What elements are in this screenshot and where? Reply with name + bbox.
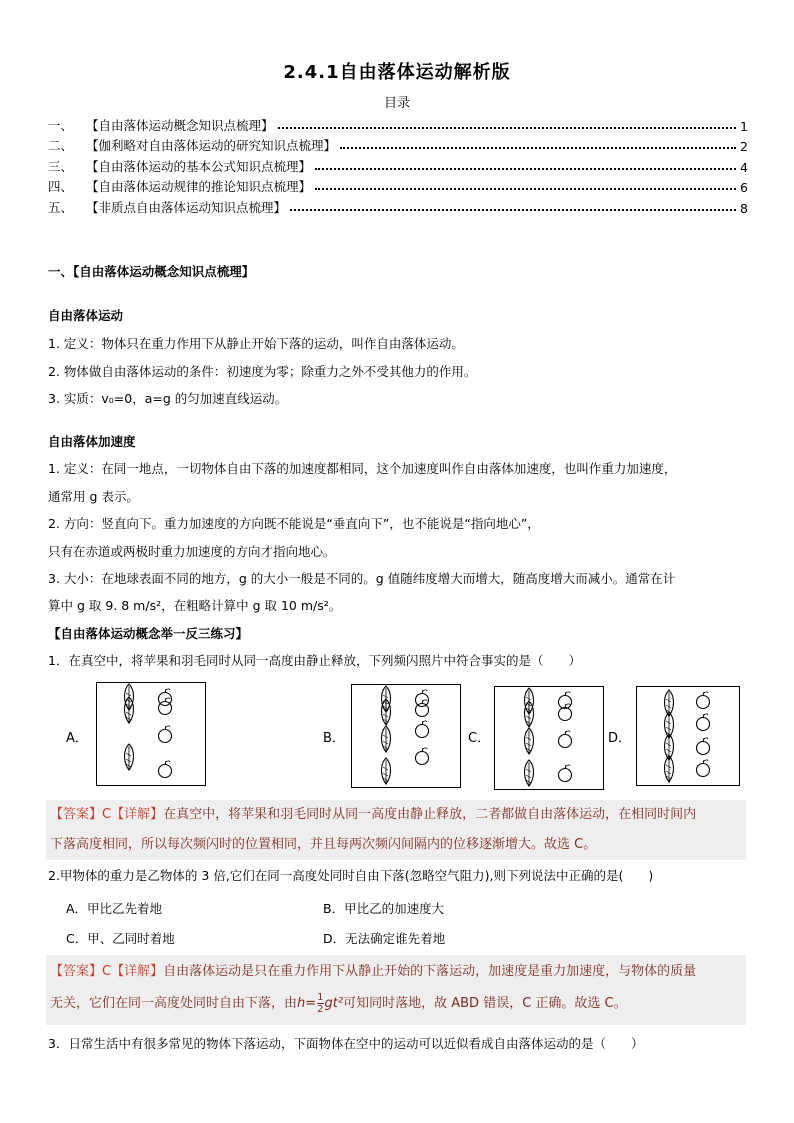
formula	[297, 992, 344, 1015]
toc-leader-dots	[315, 168, 736, 170]
strobe-photo-b[interactable]	[351, 684, 461, 788]
toc-entry[interactable]	[48, 113, 748, 134]
strobe-image-d	[637, 687, 739, 785]
strobe-photo-d[interactable]	[636, 686, 740, 786]
text-line: 3. 实质：v₀=0，a=g 的匀加速直线运动。	[48, 391, 288, 406]
answer-text: 在真空中，将苹果和羽毛同时从同一高度由静止释放，二者都做自由落体运动，在相同时间内	[163, 807, 697, 822]
answer-box	[46, 800, 746, 860]
table-of-contents	[48, 113, 748, 216]
practice-heading: 【自由落体运动概念举一反三练习】	[48, 626, 249, 641]
strobe-image-b	[352, 685, 460, 787]
fraction-numerator: 1	[317, 992, 324, 1003]
toc-entry-page: 1	[740, 118, 748, 134]
answer-text: 下落高度相同，所以每次频闪时的位置相同，并且每两次频闪间隔内的位移逐渐增大。故选 C。	[50, 837, 597, 852]
formula-equals: =	[305, 996, 317, 1011]
subsection-heading: 自由落体加速度	[48, 434, 136, 449]
toc-entry-number: 三、	[48, 158, 74, 174]
toc-leader-dots	[315, 188, 736, 190]
option-d[interactable]: D．无法确定谁先着地	[323, 931, 446, 946]
toc-heading: 目录	[383, 96, 410, 111]
toc-leader-dots	[278, 127, 737, 129]
toc-entry[interactable]	[48, 154, 748, 175]
option-label-a[interactable]: A．	[66, 731, 88, 746]
section-heading: 一、【自由落体运动概念知识点梳理】	[48, 264, 255, 279]
question-stem: 1．在真空中，将苹果和羽毛同时从同一高度由静止释放，下列频闪照片中符合事实的是（ ）	[48, 653, 581, 668]
formula-symbol: h	[297, 996, 306, 1011]
strobe-photo-c[interactable]	[494, 686, 604, 790]
text-line: 1. 定义：物体只在重力作用下从静止开始下落的运动，叫作自由落体运动。	[48, 336, 464, 351]
option-b[interactable]: B．甲比乙的加速度大	[323, 901, 445, 916]
question-stem: 3．日常生活中有很多常见的物体下落运动，下面物体在空中的运动可以近似看成自由落体运动的是（ ）	[48, 1036, 644, 1051]
strobe-image-a	[97, 683, 205, 785]
text-line: 通常用 g 表示。	[48, 489, 139, 504]
question-stem: 2.甲物体的重力是乙物体的 3 倍,它们在同一高度处同时自由下落(忽略空气阻力),则下列说法中正确的是( )	[48, 868, 654, 883]
toc-entry[interactable]	[48, 195, 748, 216]
option-a[interactable]: A．甲比乙先着地	[66, 901, 163, 916]
document-title: 2.4.1自由落体运动解析版	[283, 62, 511, 83]
answer-text: 自由落体运动是只在重力作用下从静止开始的下落运动，加速度是重力加速度，与物体的质量	[163, 964, 697, 979]
option-label-c[interactable]: C．	[468, 731, 491, 746]
text-line: 算中 g 取 9. 8 m/s²，在粗略计算中 g 取 10 m/s²。	[48, 598, 342, 613]
option-label-b[interactable]: B．	[323, 731, 345, 746]
toc-entry-label: 【自由落体运动规律的推论知识点梳理】	[86, 179, 312, 194]
toc-entry-label: 【非质点自由落体运动知识点梳理】	[86, 199, 287, 215]
text-line: 1. 定义：在同一地点，一切物体自由下落的加速度都相同，这个加速度叫作自由落体加速度，也叫作重力加速度，	[48, 461, 677, 476]
toc-entry-number: 二、	[48, 138, 74, 153]
toc-entry-number: 一、	[48, 117, 74, 133]
text-line: 只有在赤道或两极时重力加速度的方向才指向地心。	[48, 544, 336, 559]
answer-box	[46, 955, 746, 1025]
strobe-image-c	[495, 687, 603, 789]
toc-entry-page: 2	[740, 139, 748, 154]
formula-term: gt²	[324, 996, 344, 1011]
fraction	[317, 992, 323, 1015]
option-label-d[interactable]: D．	[608, 731, 632, 746]
answer-tag: 【答案】C【详解】	[50, 807, 164, 822]
toc-entry-label: 【自由落体运动的基本公式知识点梳理】	[86, 158, 312, 174]
toc-entry[interactable]	[48, 134, 748, 155]
toc-entry-label: 【伽利略对自由落体运动的研究知识点梳理】	[86, 138, 337, 153]
text-line: 2. 方向：竖直向下。重力加速度的方向既不能说是“垂直向下”，也不能说是“指向地心”，	[48, 516, 540, 531]
text-line: 2. 物体做自由落体运动的条件：初速度为零；除重力之外不受其他力的作用。	[48, 364, 477, 379]
toc-entry-label: 【自由落体运动概念知识点梳理】	[86, 117, 274, 133]
answer-tag: 【答案】C【详解】	[50, 964, 164, 979]
option-c[interactable]: C．甲、乙同时着地	[66, 931, 175, 946]
toc-entry[interactable]	[48, 175, 748, 196]
text-line: 3. 大小：在地球表面不同的地方，g 的大小一般是不同的。g 值随纬度增大而增大，随高度增大而减小。通常在计	[48, 571, 676, 586]
toc-leader-dots	[340, 147, 736, 149]
toc-entry-number: 四、	[48, 179, 74, 194]
subsection-heading: 自由落体运动	[48, 308, 124, 323]
fraction-denominator: 2	[317, 1004, 324, 1015]
toc-leader-dots	[290, 209, 736, 211]
toc-entry-number: 五、	[48, 199, 74, 215]
strobe-photo-a[interactable]	[96, 682, 206, 786]
toc-entry-page: 8	[740, 200, 748, 216]
toc-entry-page: 4	[740, 159, 748, 175]
answer-text: 可知同时落地，故 ABD 错误，C 正确。故选 C。	[343, 996, 627, 1011]
answer-text: 无关，它们在同一高度处同时自由下落，由	[50, 996, 298, 1011]
answer-text-line	[50, 987, 742, 1021]
toc-entry-page: 6	[740, 180, 748, 195]
